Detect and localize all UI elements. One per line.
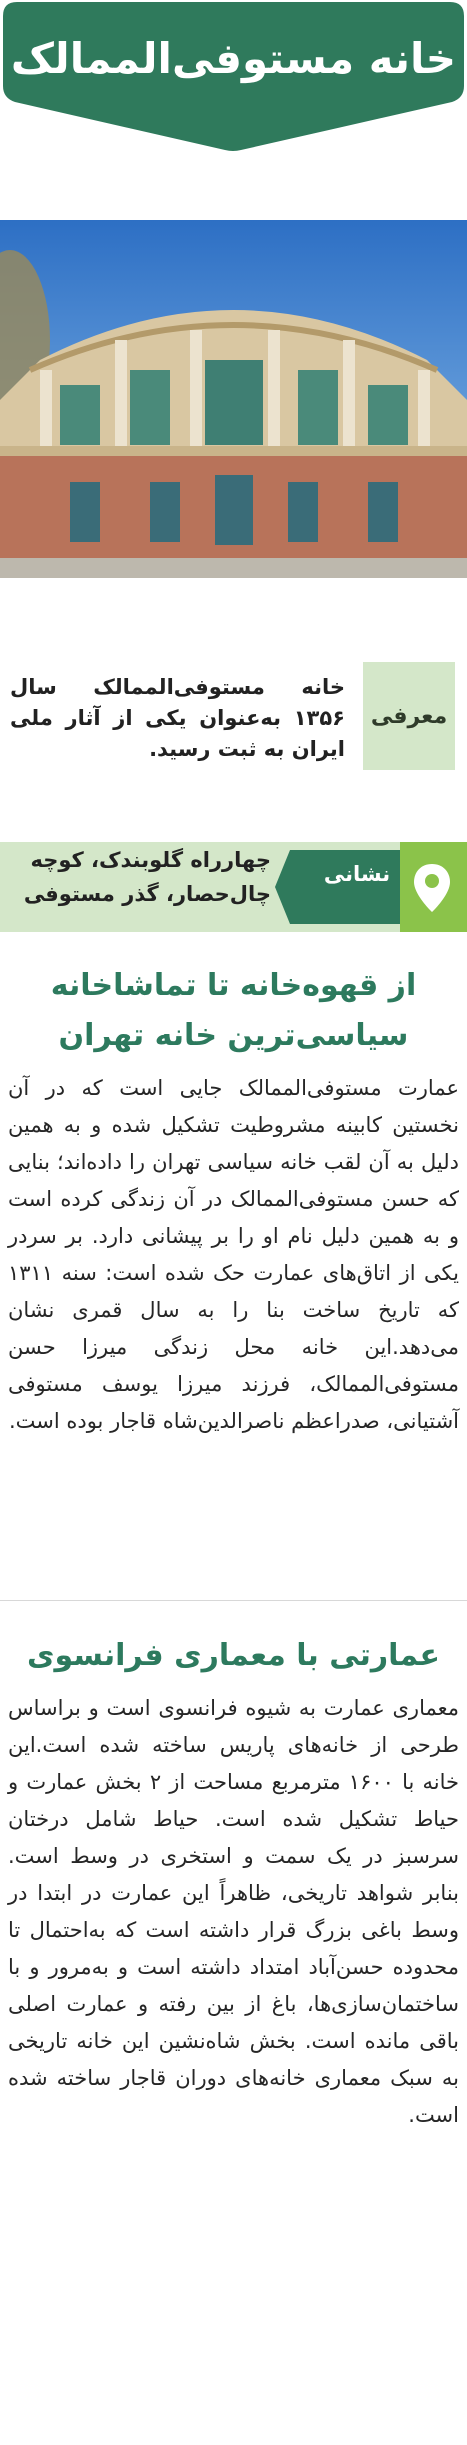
section1-heading-line2: سیاسی‌ترین خانه تهران [58, 1018, 409, 1053]
section2-heading: عمارتی با معماری فرانسوی [27, 1638, 440, 1673]
page-title: خانه مستوفی‌الممالک [10, 34, 457, 83]
section-divider [0, 1600, 467, 1601]
mansion-photo [0, 220, 467, 578]
section2-body: معماری عمارت به شیوه فرانسوی است و براساس طرحی از خانه‌های پاریس ساخته شده است.این خانه با ۱۶۰۰ مترمربع مساحت از ۲ بخش عمارت و حیاط تشکیل شده است. حیاط شامل درختان سرسبز در یک سمت و استخری در وسط است. بنابر شواهد تاریخی، ظاهراً این عمارت در ابتدا در وسط باغی بزرگ قرار داشته است که به‌احتمال تا محدوده حسن‌آباد امتداد داشته است و به‌مرور و با ساختمان‌سازی‌ها، باغ از بین رفته و عمارت اصلی باقی مانده است. بخش شاه‌نشین این خانه تاریخی به سبک معماری خانه‌های دوران قاجار ساخته شده است. [8, 1696, 459, 2127]
address-label: نشانی [323, 862, 391, 886]
map-pin-icon [412, 862, 452, 914]
intro-text: خانه مستوفی‌الممالک سال ۱۳۵۶ به‌عنوان یکی از آثار ملی ایران به ثبت رسید. [10, 675, 345, 761]
section1-heading-line1: از قهوه‌خانه تا تماشاخانه [50, 968, 417, 1003]
header-banner [3, 2, 464, 152]
section1-body: عمارت مستوفی‌الممالک جایی است که در آن نخستین کابینه مشروطیت تشکیل شده و به همین دلیل به آن لقب خانه سیاسی تهران را داده‌اند؛ بنایی که حسن مستوفی‌الممالک در آن زندگی کرده است و به همین دلیل نام او را بر پیشانی دارد. بر سردر یکی از اتاق‌های عمارت حک شده است: سنه ۱۳۱۱ که تاریخ ساخت بنا را به سال قمری نشان می‌دهد.این خانه محل زندگی میرزا حسن مستوفی‌الممالک، فرزند میرزا یوسف مستوفی آشتیانی، صدراعظم ناصرالدین‌شاه قاجار بوده است. [8, 1076, 459, 1433]
intro-label: معرفی [363, 662, 455, 770]
address-text: چهارراه گلوبندک، کوچه چال‌حصار، گذر مستوفی [23, 848, 271, 906]
